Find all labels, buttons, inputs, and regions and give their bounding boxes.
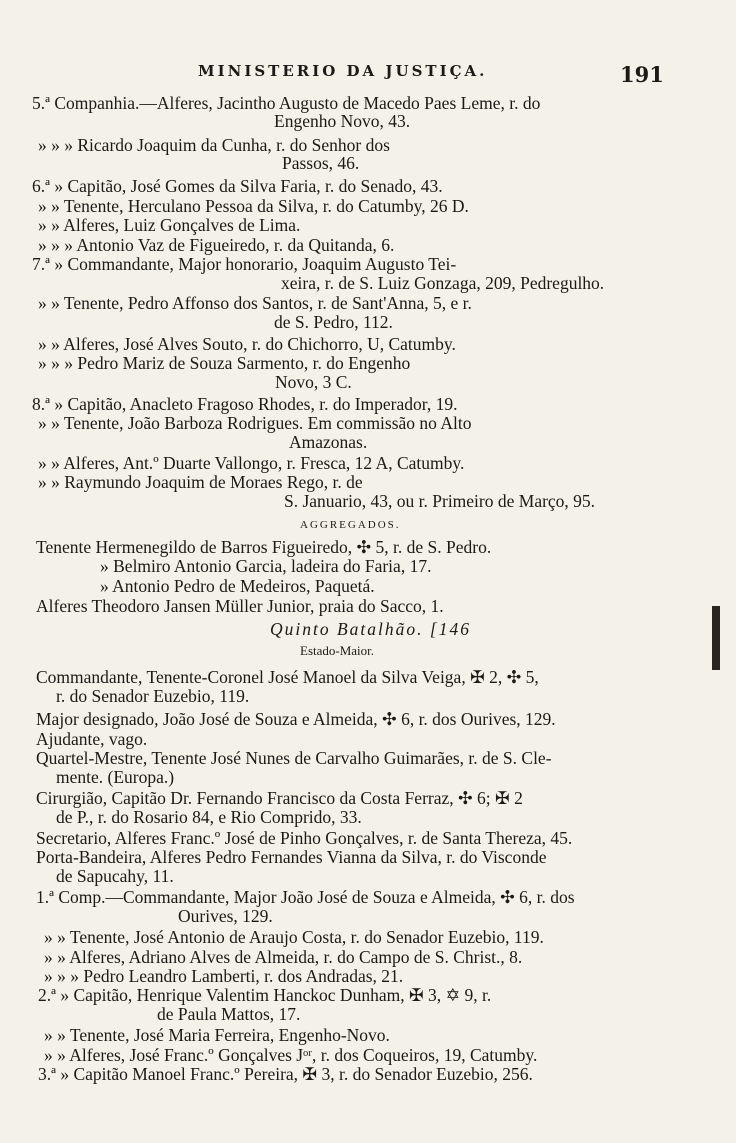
text-line: 1.ª Comp.—Commandante, Major João José de Souza e Almeida, ✣ 6, r. dos	[36, 887, 575, 907]
text-line: » » Tenente, José Antonio de Araujo Costa, r. do Senador Euzebio, 119.	[44, 927, 544, 947]
text-line: S. Januario, 43, ou r. Primeiro de Março, 95.	[284, 491, 596, 511]
text-line: de Sapucahy, 11.	[56, 866, 174, 886]
text-line: » » Tenente, Herculano Pessoa da Silva, r. do Catumby, 26 D.	[38, 196, 469, 216]
page-number: 191	[620, 62, 664, 87]
text-line: Amazonas.	[289, 432, 368, 452]
text-line: Passos, 46.	[282, 153, 360, 173]
text-line: » » Tenente, José Maria Ferreira, Engenho-Novo.	[44, 1025, 390, 1045]
text-line: » » Alferes, José Alves Souto, r. do Chichorro, U, Catumby.	[38, 334, 456, 354]
text-line: Engenho Novo, 43.	[274, 111, 411, 131]
text-line: » » Alferes, José Franc.º Gonçalves Jᵒʳ, r. dos Coqueiros, 19, Catumby.	[44, 1045, 538, 1065]
text-line: 6.ª » Capitão, José Gomes da Silva Faria, r. do Senado, 43.	[32, 176, 443, 196]
text-line: 7.ª » Commandante, Major honorario, Joaquim Augusto Tei-	[32, 254, 457, 274]
text-line: xeira, r. de S. Luiz Gonzaga, 209, Pedregulho.	[281, 273, 605, 293]
text-line: » Belmiro Antonio Garcia, ladeira do Faria, 17.	[100, 556, 432, 576]
text-line: » » » Pedro Leandro Lamberti, r. dos Andradas, 21.	[44, 966, 404, 986]
text-line: Cirurgião, Capitão Dr. Fernando Francisco da Costa Ferraz, ✣ 6; ✠ 2	[36, 788, 523, 808]
text-line: de P., r. do Rosario 84, e Rio Comprido, 33.	[56, 807, 362, 827]
section-heading: AGGREGADOS.	[300, 519, 401, 531]
text-line: r. do Senador Euzebio, 119.	[56, 686, 250, 706]
text-line: » » » Antonio Vaz de Figueiredo, r. da Quitanda, 6.	[38, 235, 395, 255]
text-line: Novo, 3 C.	[275, 372, 352, 392]
page-header-title: MINISTERIO DA JUSTIÇA.	[198, 62, 488, 80]
text-line: » » » Ricardo Joaquim da Cunha, r. do Senhor dos	[38, 135, 390, 155]
text-line: Ourives, 129.	[178, 906, 273, 926]
text-line: » » Tenente, Pedro Affonso dos Santos, r. de Sant'Anna, 5, e r.	[38, 293, 472, 313]
text-line: Secretario, Alferes Franc.º José de Pinho Gonçalves, r. de Santa Thereza, 45.	[36, 828, 573, 848]
text-line: » » » Pedro Mariz de Souza Sarmento, r. do Engenho	[38, 353, 411, 373]
page-edge-mark	[712, 606, 720, 670]
text-line: » » Alferes, Ant.º Duarte Vallongo, r. Fresca, 12 A, Catumby.	[38, 453, 465, 473]
text-line: Alferes Theodoro Jansen Müller Junior, praia do Sacco, 1.	[36, 596, 444, 616]
text-line: 8.ª » Capitão, Anacleto Fragoso Rhodes, r. do Imperador, 19.	[32, 394, 458, 414]
text-line: de S. Pedro, 112.	[274, 312, 393, 332]
text-line: » » Raymundo Joaquim de Moraes Rego, r. de	[38, 472, 363, 492]
text-line: 2.ª » Capitão, Henrique Valentim Hanckoc Dunham, ✠ 3, ✡ 9, r.	[38, 985, 492, 1005]
text-line: Major designado, João José de Souza e Almeida, ✣ 6, r. dos Ourives, 129.	[36, 709, 556, 729]
text-line: » Antonio Pedro de Medeiros, Paquetá.	[100, 576, 375, 596]
text-line: de Paula Mattos, 17.	[157, 1004, 301, 1024]
text-line: 3.ª » Capitão Manoel Franc.º Pereira, ✠ 3, r. do Senador Euzebio, 256.	[38, 1064, 533, 1084]
subsection-heading: Estado-Maior.	[300, 643, 375, 658]
text-line: Ajudante, vago.	[36, 729, 148, 749]
text-line: Quartel-Mestre, Tenente José Nunes de Carvalho Guimarães, r. de S. Cle-	[36, 748, 552, 768]
text-line: Commandante, Tenente-Coronel José Manoel da Silva Veiga, ✠ 2, ✣ 5,	[36, 667, 539, 687]
text-line: Porta-Bandeira, Alferes Pedro Fernandes Vianna da Silva, r. do Visconde	[36, 847, 547, 867]
text-line: » » Tenente, João Barboza Rodrigues. Em commissão no Alto	[38, 413, 472, 433]
text-line: 5.ª Companhia.—Alferes, Jacintho Augusto de Macedo Paes Leme, r. do	[32, 93, 541, 113]
text-line: mente. (Europa.)	[56, 767, 175, 787]
text-line: » » Alferes, Adriano Alves de Almeida, r. do Campo de S. Christ., 8.	[44, 947, 523, 967]
text-line: » » Alferes, Luiz Gonçalves de Lima.	[38, 215, 301, 235]
section-title: Quinto Batalhão. [146	[270, 619, 471, 639]
text-line: Tenente Hermenegildo de Barros Figueiredo, ✣ 5, r. de S. Pedro.	[36, 537, 492, 557]
